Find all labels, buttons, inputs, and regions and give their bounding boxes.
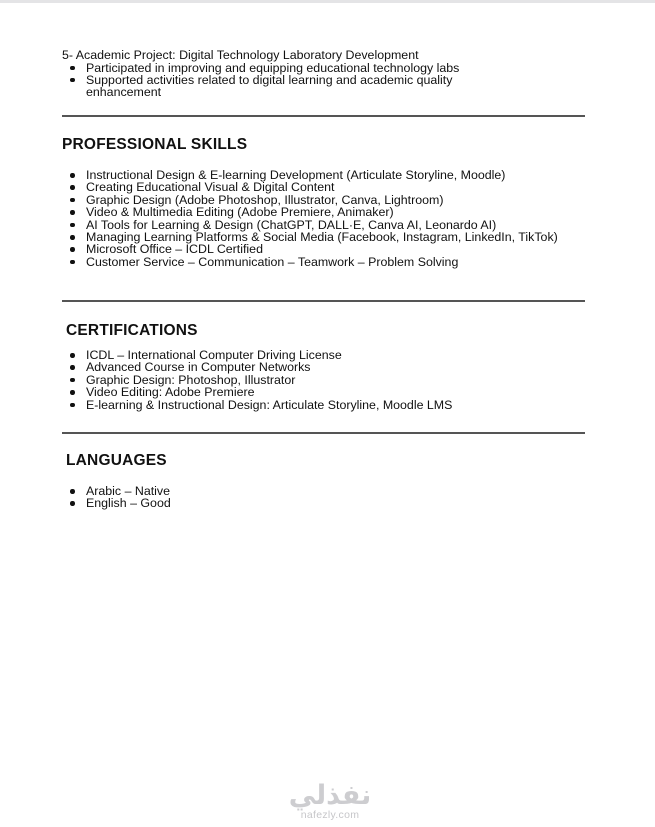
languages-heading: LANGUAGES [66, 452, 167, 469]
section-divider [62, 432, 585, 434]
list-item: Graphic Design: Photoshop, Illustrator [62, 374, 585, 386]
section-divider [62, 300, 585, 302]
skills-list [62, 169, 585, 268]
skills-heading: PROFESSIONAL SKILLS [62, 136, 248, 153]
certifications-heading: CERTIFICATIONS [66, 322, 198, 339]
list-item: Participated in improving and equipping educational technology labs [62, 62, 522, 74]
list-item: Video Editing: Adobe Premiere [62, 386, 585, 398]
list-item: Arabic – Native [62, 485, 585, 497]
list-item: English – Good [62, 497, 585, 509]
project-list [62, 62, 585, 99]
list-item: Supported activities related to digital learning and academic quality enhancement [62, 74, 522, 99]
list-item: Instructional Design & E-learning Development (Articulate Storyline, Moodle) [62, 169, 585, 181]
list-item: Video & Multimedia Editing (Adobe Premiere, Animaker) [62, 206, 585, 218]
list-item: Creating Educational Visual & Digital Content [62, 181, 585, 193]
certifications-list [62, 349, 585, 411]
resume-page [0, 3, 655, 827]
certifications-section [62, 349, 585, 411]
section-divider [62, 115, 585, 117]
nafezly-watermark [280, 782, 380, 821]
list-item: Advanced Course in Computer Networks [62, 361, 585, 373]
list-item: E-learning & Instructional Design: Articulate Storyline, Moodle LMS [62, 399, 585, 411]
list-item: Graphic Design (Adobe Photoshop, Illustrator, Canva, Lightroom) [62, 194, 585, 206]
list-item: Managing Learning Platforms & Social Media (Facebook, Instagram, LinkedIn, TikTok) [62, 231, 562, 243]
list-item: Microsoft Office – ICDL Certified [62, 243, 585, 255]
skills-section [62, 169, 585, 268]
watermark-url: nafezly.com [300, 809, 360, 821]
watermark-arabic: نفذلي [288, 780, 372, 811]
languages-list [62, 485, 585, 510]
list-item: AI Tools for Learning & Design (ChatGPT, DALL·E, Canva AI, Leonardo AI) [62, 219, 585, 231]
list-item: Customer Service – Communication – Teamwork – Problem Solving [62, 256, 585, 268]
languages-section [62, 485, 585, 510]
academic-project [62, 49, 585, 99]
project-title: 5- Academic Project: Digital Technology Laboratory Development [62, 48, 419, 62]
list-item: ICDL – International Computer Driving License [62, 349, 585, 361]
